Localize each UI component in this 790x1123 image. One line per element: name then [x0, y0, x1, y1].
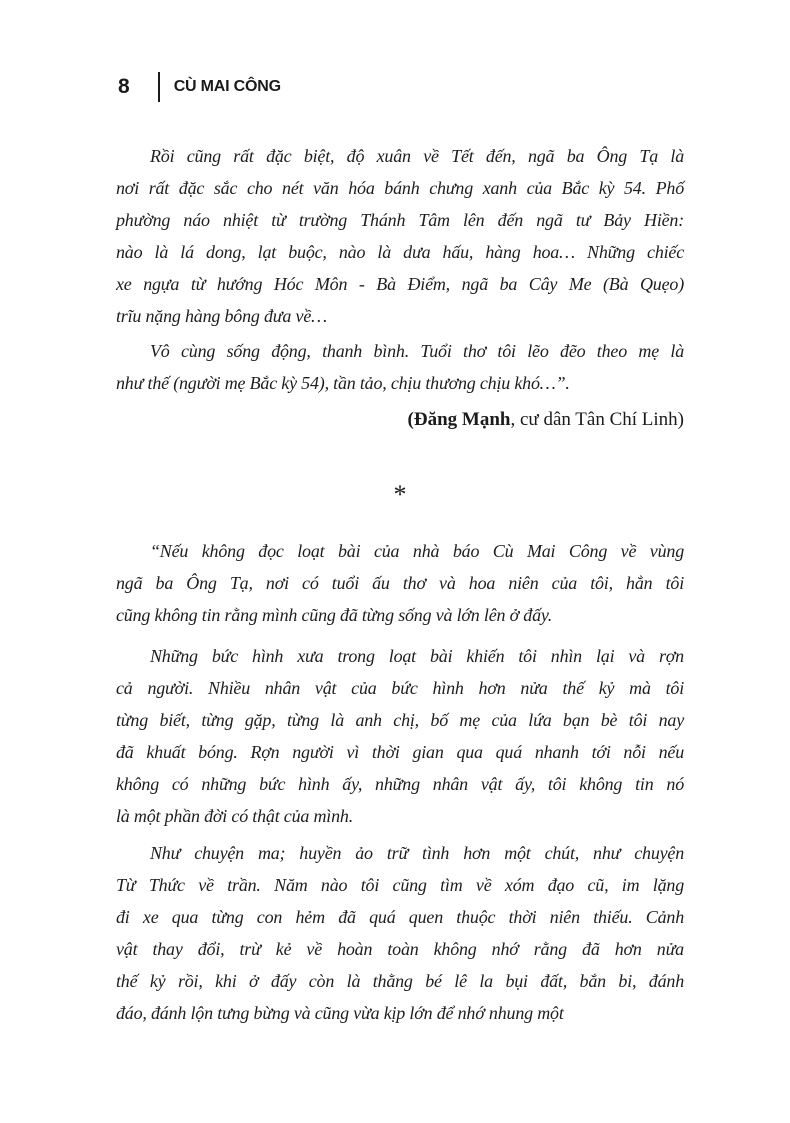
text-line: cũng không tin rằng mình cũng đã từng sống và lớn lên ở đấy. [116, 605, 552, 625]
attribution [116, 404, 684, 436]
text-line: không có những bức hình ấy, những nhân vật ấy, tôi không tin nó [116, 774, 684, 794]
text-line: đáo, đánh lộn tưng bừng và cũng vừa kịp lớn để nhớ nhung một [116, 1003, 564, 1023]
text-line: phường náo nhiệt từ trường Thánh Tâm lên đến ngã tư Bảy Hiền: [116, 210, 684, 230]
body [116, 140, 684, 1029]
text-line: trĩu nặng hàng bông đưa về… [116, 306, 327, 326]
text-line: là một phần đời có thật của mình. [116, 806, 353, 826]
text-line: từng biết, từng gặp, từng là anh chị, bố mẹ của lứa bạn bè tôi nay [116, 710, 684, 730]
text-line: cả người. Nhiều nhân vật của bức hình hơn nửa thế kỷ mà tôi [116, 678, 684, 698]
attribution-name: (Đăng Mạnh [407, 409, 511, 430]
paragraph [116, 140, 684, 332]
paragraph [116, 535, 684, 631]
text-line: Những bức hình xưa trong loạt bài khiến tôi nhìn lại và rợn [150, 646, 684, 666]
text-line: Từ Thức về trần. Năm nào tôi cũng tìm về xóm đạo cũ, im lặng [116, 875, 684, 895]
text-line: Vô cùng sống động, thanh bình. Tuổi thơ tôi lẽo đẽo theo mẹ là [150, 341, 684, 361]
text-line: Rồi cũng rất đặc biệt, độ xuân về Tết đến, ngã ba Ông Tạ là [150, 146, 684, 166]
paragraph [116, 837, 684, 1029]
section-separator: * [393, 480, 407, 509]
running-title: CÙ MAI CÔNG [173, 78, 281, 95]
text-line: “Nếu không đọc loạt bài của nhà báo Cù Mai Công về vùng [150, 541, 684, 561]
text-line: nơi rất đặc sắc cho nét văn hóa bánh chưng xanh của Bắc kỳ 54. Phố [116, 178, 684, 198]
text-line: ngã ba Ông Tạ, nơi có tuổi ấu thơ và hoa niên của tôi, hẳn tôi [116, 573, 684, 593]
running-header [118, 72, 281, 102]
text-line: nào là lá dong, lạt buộc, nào là dưa hấu, hàng hoa… Những chiếc [116, 242, 684, 262]
attribution-detail: , cư dân Tân Chí Linh) [510, 409, 684, 430]
text-line: vật thay đổi, trừ kẻ về hoàn toàn không nhớ rằng đã hơn nửa [116, 939, 684, 959]
text-line: như thế (người mẹ Bắc kỳ 54), tần tảo, chịu thương chịu khó…”. [116, 373, 570, 393]
text-line: xe ngựa từ hướng Hóc Môn - Bà Điểm, ngã ba Cây Me (Bà Quẹo) [116, 274, 684, 294]
text-line: đi xe qua từng con hẻm đã quá quen thuộc thời niên thiếu. Cảnh [116, 907, 684, 927]
text-line: đã khuất bóng. Rợn người vì thời gian qua quá nhanh tới nỗi nếu [116, 742, 684, 762]
paragraph [116, 335, 684, 399]
paragraph [116, 640, 684, 832]
header-divider [158, 72, 160, 102]
text-line: thế kỷ rồi, khi ở đấy còn là thằng bé lê la bụi đất, bắn bi, đánh [116, 971, 684, 991]
page-number: 8 [118, 75, 130, 98]
text-line: Như chuyện ma; huyền ảo trữ tình hơn một chút, như chuyện [150, 843, 684, 863]
